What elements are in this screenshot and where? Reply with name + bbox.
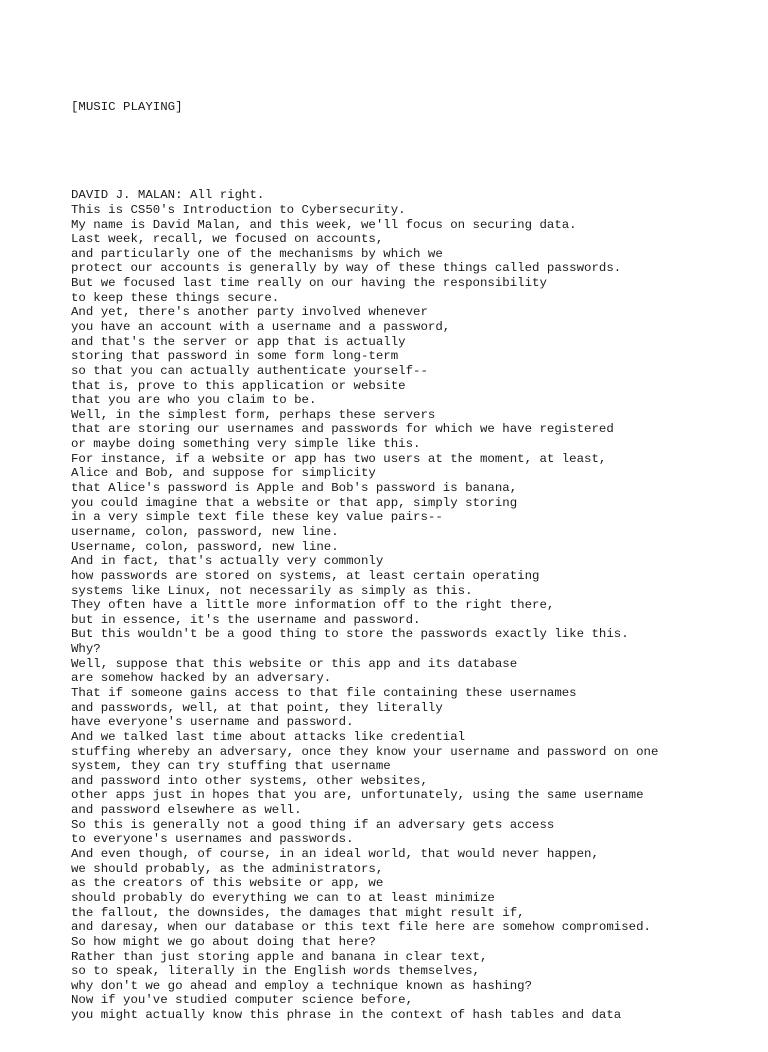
transcript-line: And we talked last time about attacks like credential — [71, 729, 466, 744]
transcript-line: stuffing whereby an adversary, once they know your username and password on one — [71, 744, 659, 759]
transcript-line: and that's the server or app that is actually — [71, 334, 406, 349]
transcript-line: Last week, recall, we focused on accounts, — [71, 232, 384, 247]
transcript-line: we should probably, as the administrators, — [71, 861, 384, 876]
transcript-line: other apps just in hopes that you are, unfortunately, using the same username — [71, 788, 644, 803]
transcript-line: That if someone gains access to that file containing these usernames — [71, 686, 577, 700]
transcript-line: Well, suppose that this website or this app and its database — [71, 656, 518, 671]
transcript-line: the fallout, the downsides, the damages that might result if, — [71, 905, 525, 920]
transcript-line: to everyone's usernames and passwords. — [71, 832, 354, 847]
transcript-line: So this is generally not a good thing if an adversary gets access — [71, 817, 555, 832]
transcript-text — [71, 71, 761, 1052]
transcript-line: are somehow hacked by an adversary. — [71, 671, 332, 686]
transcript-line: They often have a little more information off to the right there, — [71, 598, 555, 613]
transcript-line: system, they can try stuffing that username — [71, 759, 391, 774]
transcript-line: and daresay, when our database or this text file here are somehow compromised. — [71, 920, 651, 935]
transcript-line: Rather than just storing apple and banana in clear text, — [71, 949, 488, 964]
transcript-line: Username, colon, password, new line. — [71, 539, 339, 554]
transcript-line: so to speak, literally in the English words themselves, — [71, 964, 480, 979]
transcript-line: and particularly one of the mechanisms by which we — [71, 246, 443, 261]
transcript-line: Why? — [71, 642, 101, 657]
blank-line — [71, 144, 761, 159]
transcript-line: username, colon, password, new line. — [71, 524, 339, 539]
transcript-line: to keep these things secure. — [71, 290, 280, 305]
transcript-line: And even though, of course, in an ideal world, that would never happen, — [71, 847, 599, 862]
transcript-line: storing that password in some form long-term — [71, 349, 399, 364]
transcript-line: in a very simple text file these key value pairs-- — [71, 510, 443, 525]
transcript-line: or maybe doing something very simple like this. — [71, 437, 421, 452]
transcript-line: you might actually know this phrase in the context of hash tables and data — [71, 1008, 622, 1023]
transcript-line: This is CS50's Introduction to Cybersecurity. — [71, 202, 406, 217]
transcript-line: as the creators of this website or app, we — [71, 876, 384, 891]
transcript-line: protect our accounts is generally by way of these things called passwords. — [71, 261, 622, 276]
transcript-line: and passwords, well, at that point, they literally — [71, 700, 443, 715]
transcript-line: Now if you've studied computer science before, — [71, 993, 414, 1008]
transcript-line: have everyone's username and password. — [71, 715, 354, 730]
transcript-line: My name is David Malan, and this week, we'll focus on securing data. — [71, 217, 577, 232]
transcript-line: So how might we go about doing that here? — [71, 934, 376, 949]
transcript-line: you could imagine that a website or that app, simply storing — [71, 495, 518, 510]
transcript-line: but in essence, it's the username and password. — [71, 612, 421, 627]
transcript-line: that are storing our usernames and passwords for which we have registered — [71, 422, 614, 437]
transcript-line: should probably do everything we can to at least minimize — [71, 890, 495, 905]
transcript-line: you have an account with a username and a password, — [71, 319, 451, 334]
transcript-line: that is, prove to this application or website — [71, 378, 406, 393]
music-cue: [MUSIC PLAYING] — [71, 100, 183, 115]
transcript-line: Well, in the simplest form, perhaps these servers — [71, 407, 436, 422]
transcript-line: But this wouldn't be a good thing to store the passwords exactly like this. — [71, 627, 629, 642]
transcript-line: But we focused last time really on our having the responsibility — [71, 276, 547, 291]
transcript-line: that you are who you claim to be. — [71, 393, 317, 408]
transcript-line: that Alice's password is Apple and Bob's password is banana, — [71, 481, 518, 496]
transcript-line: how passwords are stored on systems, at least certain operating — [71, 568, 540, 583]
transcript-line: For instance, if a website or app has two users at the moment, at least, — [71, 451, 607, 466]
transcript-line: and password into other systems, other websites, — [71, 773, 428, 788]
transcript-line: and password elsewhere as well. — [71, 803, 302, 818]
transcript-line: DAVID J. MALAN: All right. — [71, 188, 265, 203]
transcript-line: Alice and Bob, and suppose for simplicity — [71, 466, 376, 481]
transcript-line: And yet, there's another party involved whenever — [71, 305, 428, 320]
transcript-line: why don't we go ahead and employ a technique known as hashing? — [71, 978, 533, 993]
transcript-line: systems like Linux, not necessarily as simply as this. — [71, 583, 473, 598]
transcript-lines — [71, 188, 761, 1023]
transcript-line: And in fact, that's actually very commonly — [71, 554, 384, 569]
transcript-line: so that you can actually authenticate yourself-- — [71, 363, 428, 378]
